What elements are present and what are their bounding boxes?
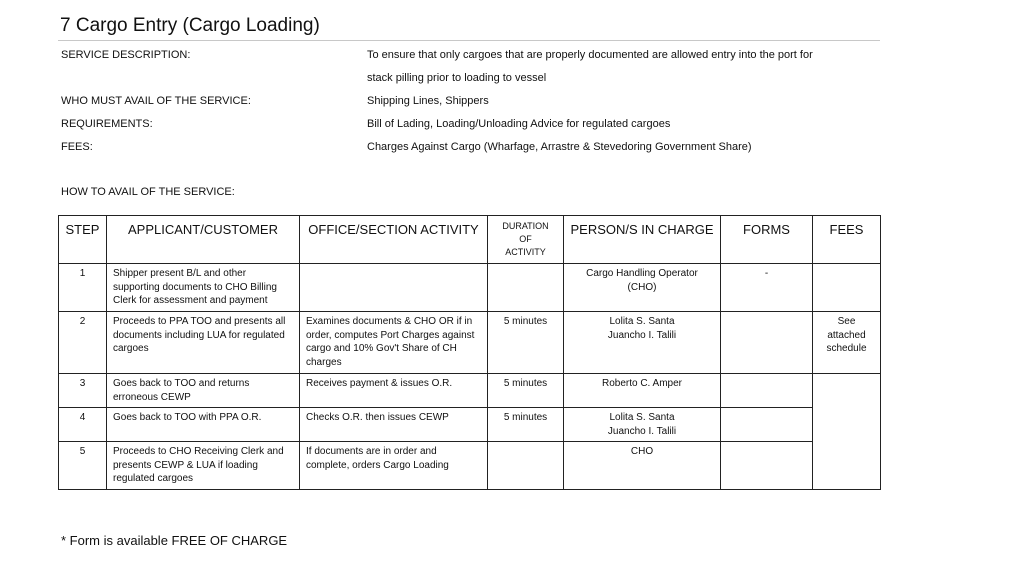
applicant-cell: Shipper present B/L and other supporting documents to CHO Billing Clerk for assessment and payment (107, 264, 300, 312)
header-fees: FEES (813, 216, 881, 264)
applicant-cell: Goes back to TOO with PPA O.R. (107, 408, 300, 442)
fees-label: FEES: (61, 141, 93, 153)
forms-cell (721, 408, 813, 442)
header-duration-line-3: ACTIVITY (505, 247, 546, 257)
header-forms: FORMS (721, 216, 813, 264)
procedure-table (58, 215, 881, 490)
header-duration-line-2: OF (519, 234, 532, 244)
person-line-1: Cargo Handling Operator (586, 268, 698, 279)
table-row (59, 442, 881, 490)
person-line-2: (CHO) (627, 281, 657, 293)
duration-cell: 5 minutes (488, 374, 564, 408)
step-number: 1 (59, 264, 107, 312)
person-in-charge-cell (564, 264, 721, 312)
person-in-charge-cell (564, 442, 721, 490)
table-header-row (59, 216, 881, 264)
person-in-charge-cell (564, 408, 721, 442)
applicant-cell: Proceeds to CHO Receiving Clerk and presents CEWP & LUA if loading regulated cargoes (107, 442, 300, 490)
page-title: 7 Cargo Entry (Cargo Loading) (60, 15, 320, 36)
duration-cell: 5 minutes (488, 312, 564, 374)
person-in-charge-cell (564, 312, 721, 374)
person-line-1: Lolita S. Santa (609, 412, 675, 423)
header-duration-line-1: DURATION (502, 221, 549, 231)
step-number: 3 (59, 374, 107, 408)
person-line-2: Juancho I. Talili (607, 329, 677, 341)
header-person-in-charge: PERSON/S IN CHARGE (564, 216, 721, 264)
fees-cell-merged (813, 374, 881, 490)
service-description-line-2: stack pilling prior to loading to vessel (367, 72, 547, 84)
header-duration (488, 216, 564, 264)
footnote: * Form is available FREE OF CHARGE (61, 533, 288, 548)
title-divider (58, 40, 880, 41)
person-line-1: Lolita S. Santa (609, 316, 675, 327)
step-number: 5 (59, 442, 107, 490)
duration-cell: 5 minutes (488, 408, 564, 442)
applicant-cell: Proceeds to PPA TOO and presents all documents including LUA for regulated cargoes (107, 312, 300, 374)
requirements-value: Bill of Lading, Loading/Unloading Advice for regulated cargoes (367, 118, 671, 130)
who-must-avail-label: WHO MUST AVAIL OF THE SERVICE: (61, 95, 251, 107)
office-activity-cell: Examines documents & CHO OR if in order, computes Port Charges against cargo and 10% Gov't Share of CH charges (300, 312, 488, 374)
forms-cell (721, 312, 813, 374)
forms-cell (721, 442, 813, 490)
service-description-label: SERVICE DESCRIPTION: (61, 49, 191, 61)
person-in-charge-cell (564, 374, 721, 408)
office-activity-cell: If documents are in order and complete, orders Cargo Loading (300, 442, 488, 490)
duration-cell (488, 442, 564, 490)
service-description-line-1: To ensure that only cargoes that are properly documented are allowed entry into the port for (367, 49, 813, 61)
duration-cell (488, 264, 564, 312)
header-applicant: APPLICANT/CUSTOMER (107, 216, 300, 264)
table-row (59, 408, 881, 442)
person-line-1: CHO (630, 446, 654, 457)
who-must-avail-value: Shipping Lines, Shippers (367, 95, 489, 107)
table-row (59, 264, 881, 312)
step-number: 2 (59, 312, 107, 374)
header-office-activity: OFFICE/SECTION ACTIVITY (300, 216, 488, 264)
step-number: 4 (59, 408, 107, 442)
how-to-avail-heading: HOW TO AVAIL OF THE SERVICE: (61, 186, 235, 198)
fees-cell: See attached schedule (813, 312, 881, 374)
office-activity-cell (300, 264, 488, 312)
requirements-label: REQUIREMENTS: (61, 118, 153, 130)
person-line-1: Roberto C. Amper (601, 378, 683, 389)
fees-value: Charges Against Cargo (Wharfage, Arrastre & Stevedoring Government Share) (367, 141, 752, 153)
applicant-cell: Goes back to TOO and returns erroneous CEWP (107, 374, 300, 408)
forms-cell: - (721, 264, 813, 312)
office-activity-cell: Receives payment & issues O.R. (300, 374, 488, 408)
header-step: STEP (59, 216, 107, 264)
table-row (59, 374, 881, 408)
fees-cell (813, 264, 881, 312)
table-row (59, 312, 881, 374)
office-activity-cell: Checks O.R. then issues CEWP (300, 408, 488, 442)
forms-cell (721, 374, 813, 408)
person-line-2: Juancho I. Talili (607, 425, 677, 437)
